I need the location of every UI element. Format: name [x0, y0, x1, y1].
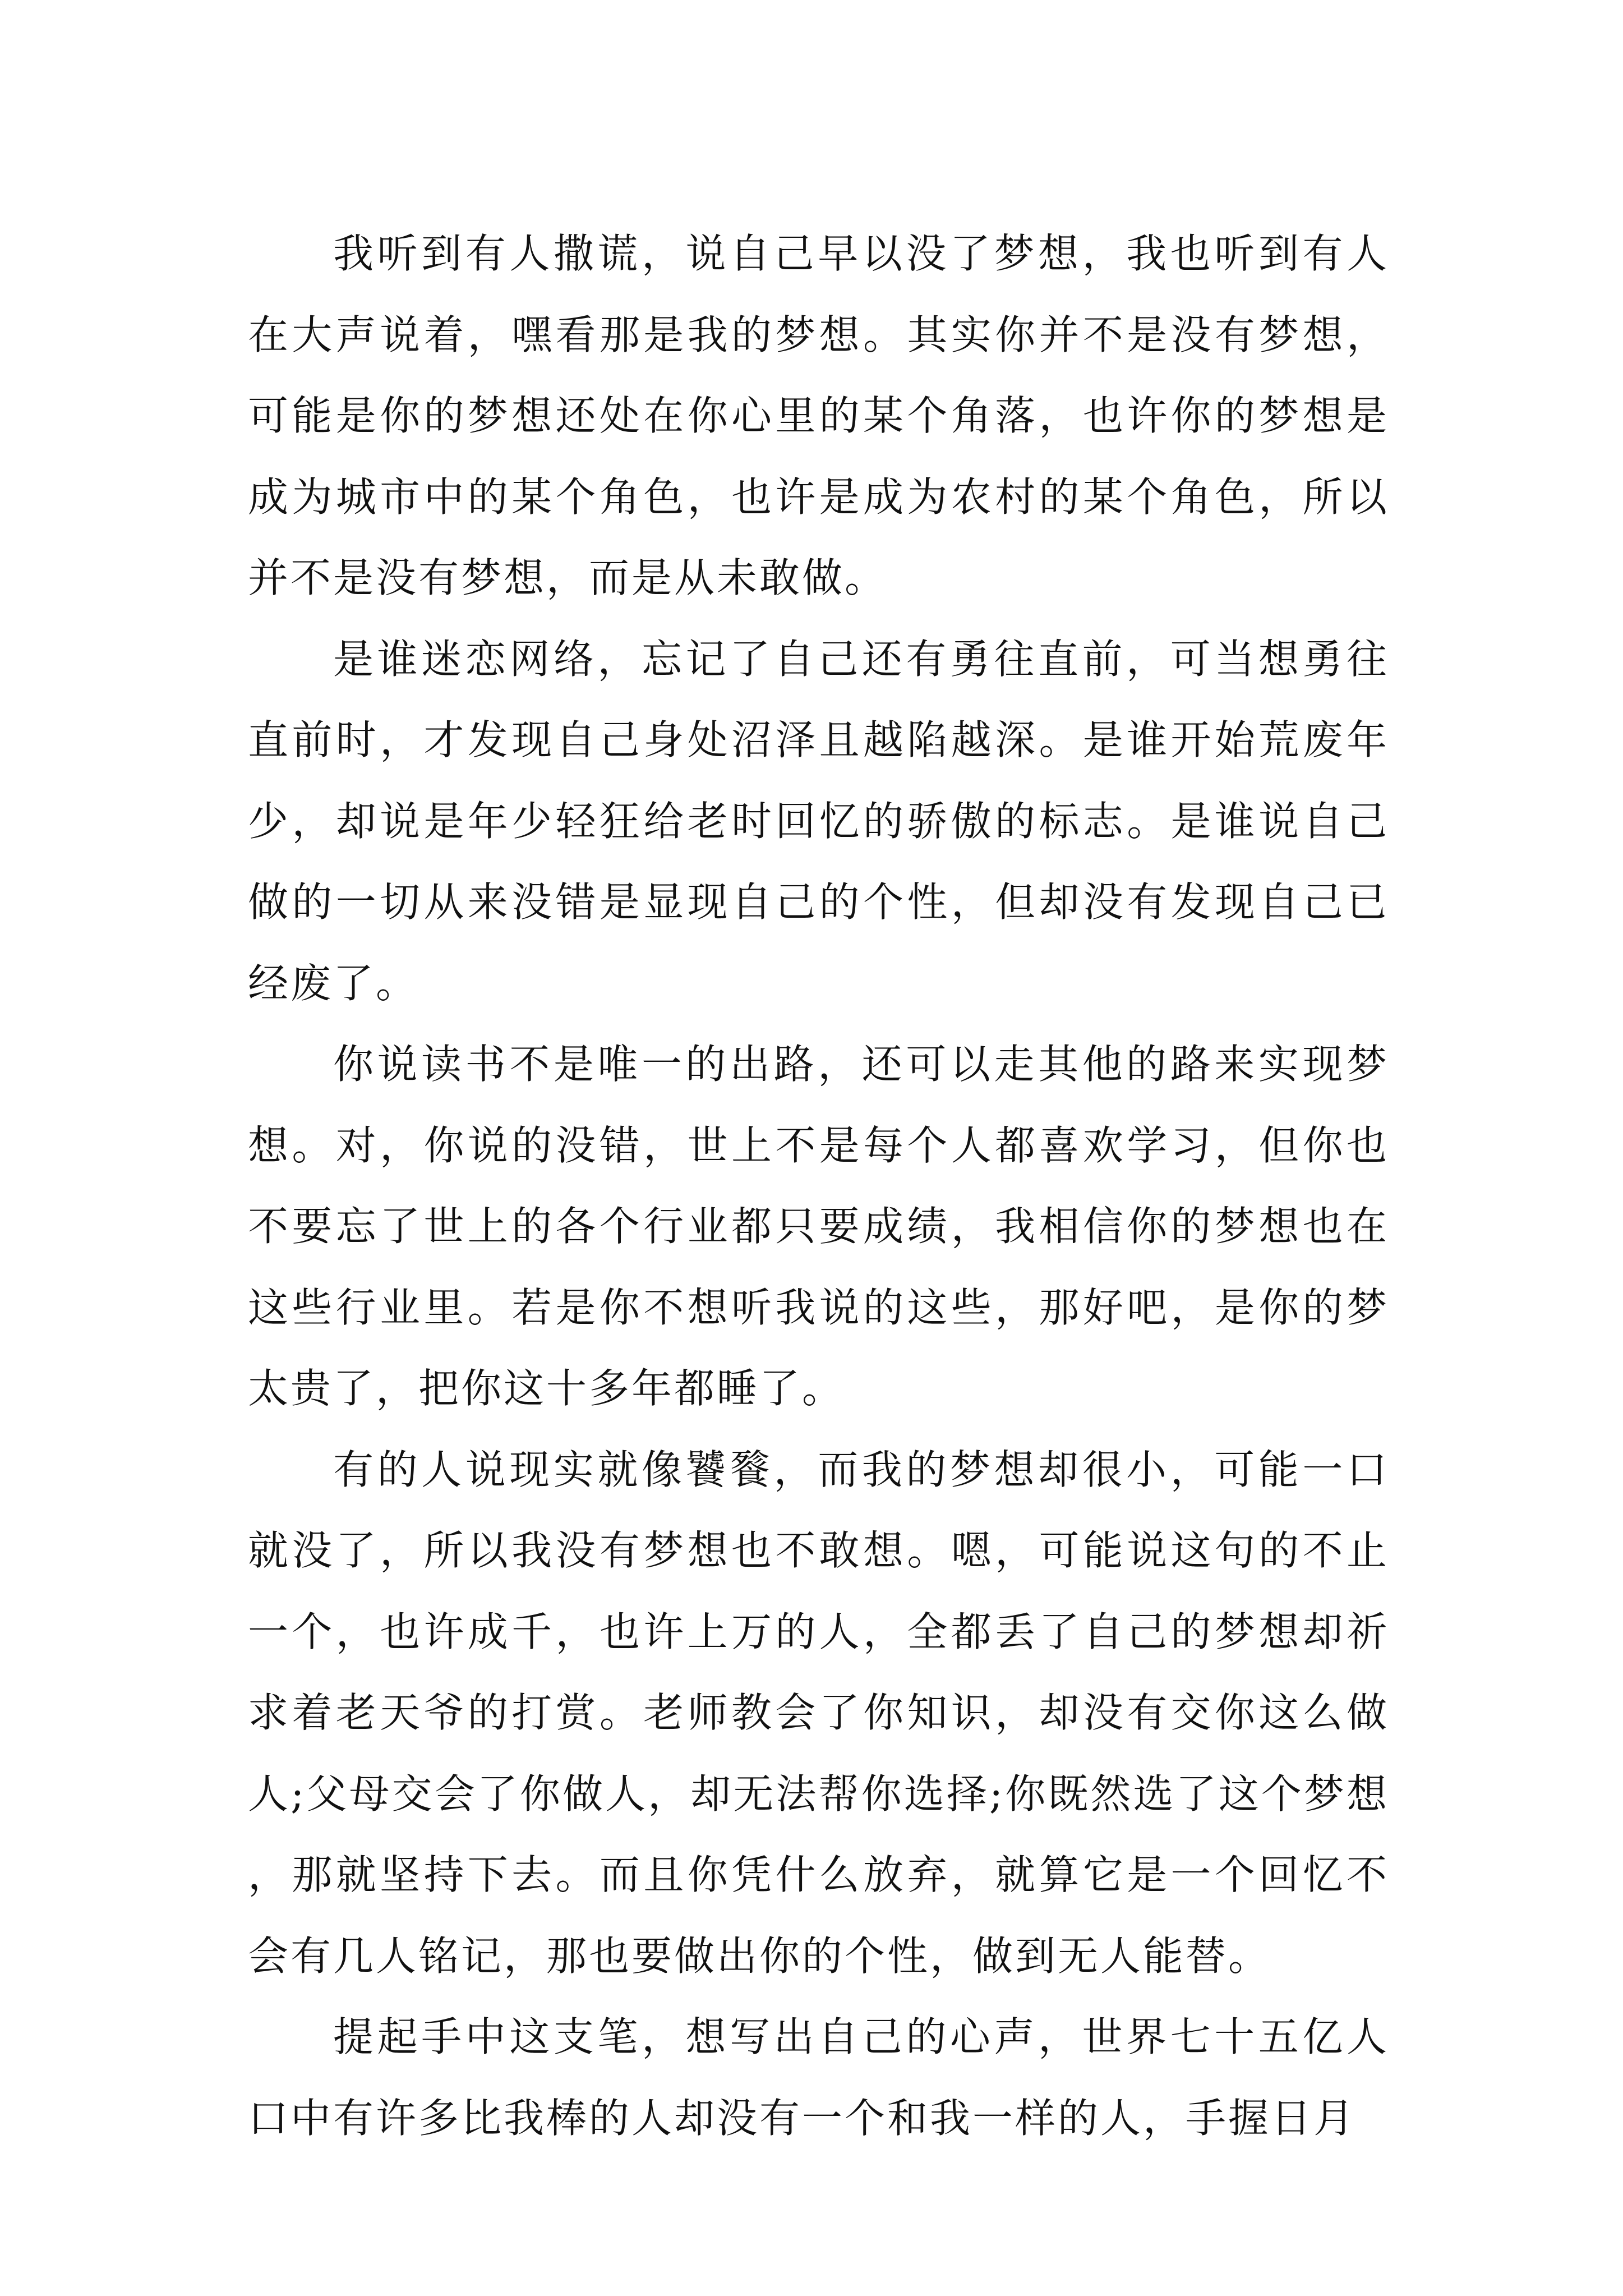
paragraph-3: 你说读书不是唯一的出路，还可以走其他的路来实现梦想。对，你说的没错，世上不是每个人都喜欢学习，但你也不要忘了世上的各个行业都只要成绩，我相信你的梦想也在这些行业里。若是你不想听我说的这些，那好吧，是你的梦太贵了，把你这十多年都睡了。	[248, 1041, 1389, 1412]
paragraph-4: 有的人说现实就像饕餮，而我的梦想却很小，可能一口就没了，所以我没有梦想也不敢想。嗯，可能说这句的不止一个，也许成千，也许上万的人，全都丢了自己的梦想却祈求着老天爷的打赏。老师教会了你知识，却没有交你这么做人;父母交会了你做人，却无法帮你选择;你既然选了这个梦想，那就坚持下去。而且你凭什么放弃，就算它是一个回忆不会有几人铭记，那也要做出你的个性，做到无人能替。	[248, 1446, 1389, 1980]
paragraph-2: 是谁迷恋网络，忘记了自己还有勇往直前，可当想勇往直前时，才发现自己身处沼泽且越陷越深。是谁开始荒废年少，却说是年少轻狂给老时回忆的骄傲的标志。是谁说自己做的一切从来没错是显现自己的个性，但却没有发现自己已经废了。	[248, 635, 1389, 1007]
paragraph-5: 提起手中这支笔，想写出自己的心声，世界七十五亿人口中有许多比我棒的人却没有一个和我一样的人，手握日月	[248, 2013, 1389, 2142]
paragraph-1: 我听到有人撒谎，说自己早以没了梦想，我也听到有人在大声说着，嘿看那是我的梦想。其实你并不是没有梦想，可能是你的梦想还处在你心里的某个角落，也许你的梦想是成为城市中的某个角色，也许是成为农村的某个角色，所以并不是没有梦想，而是从未敢做。	[248, 230, 1389, 601]
document-body	[248, 213, 1389, 2159]
